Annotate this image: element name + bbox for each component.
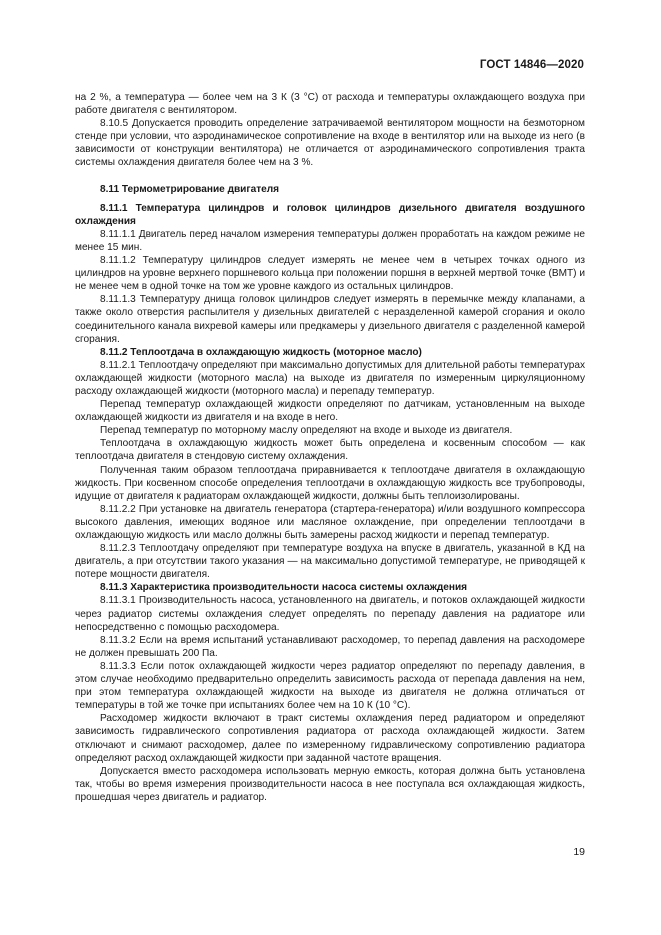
paragraph: 8.11.1.1 Двигатель перед началом измерения температуры должен проработать на каждом режиме не менее 15 мин. [75,228,585,253]
standard-header: ГОСТ 14846—2020 [479,59,584,71]
paragraph: Расходомер жидкости включают в тракт системы охлаждения перед радиатором и определяют зависимость гидравлического сопротивления радиатора от расхода охлаждающей жидкости. Затем отключают и снимают расходомер, далее по измеренному гидравлическому сопротивлению радиатора определяют расход охлаждающей жидкости при заданной частоте вращения. [75,713,585,764]
paragraph: 8.11.3.2 Если на время испытаний устанавливают расходомер, то перепад давления на расходомере не должен превышать 200 Па. [75,634,585,659]
subsection-heading: 8.11.2 Теплоотдача в охлаждающую жидкость (моторное масло) [100,346,422,358]
page-number: 19 [573,846,585,858]
paragraph: 8.11.3.3 Если поток охлаждающей жидкости через радиатор определяют по перепаду давления, в этом случае необходимо предварительно определить зависимость расхода от перепада давления на нем, при этом температура охлаждающей жидкости на выходе из двигателя не должна отличаться от температуры в той же точке при испытаниях более чем на 10 К (10 °С). [75,660,585,712]
subsection-heading: 8.11.3 Характеристика производительности насоса системы охлаждения [100,582,468,594]
paragraph: 8.11.2.1 Теплоотдачу определяют при максимально допустимых для длительной работы температурах охлаждающей жидкости (моторного масла) на выходе из двигателя по измеренным циркуляционному расходу охлаждающей жидкости (моторного масла) и перепаду температур. [75,359,585,397]
paragraph: Перепад температур по моторному маслу определяют на входе и выходе из двигателя. [100,425,513,437]
document-body [75,91,585,804]
paragraph: 8.11.1.3 Температуру днища головок цилиндров следует измерять в перемычке между клапанами, а также около отверстия распылителя у дизельных двигателей с неразделенной камерой сгорания и около соединительного канала вихревой камеры или предкамеры у дизельного двигателя с разделенной камерой сгорания. [75,294,585,345]
paragraph: 8.11.3.1 Производительность насоса, установленного на двигатель, и потоков охлаждающей жидкости через радиатор системы охлаждения следует определять по перепаду давления на радиаторе или непосредственно с помощью расходомера. [75,595,585,633]
section-heading: 8.11 Термометрирование двигателя [100,183,280,195]
paragraph: 8.11.2.2 При установке на двигатель генератора (стартера-генератора) и/или воздушного компрессора высокого давления, имеющих водяное или масляное охлаждение, при определении теплоотдачи в охлаждающую жидкость или масло должны быть замерены расход жидкости и перепад температур. [75,503,585,541]
paragraph: Полученная таким образом теплоотдача приравнивается к теплоотдаче двигателя в охлаждающую жидкость. При косвенном способе определения теплоотдачи в охлаждающую жидкость все трубопроводы, идущие от двигателя к радиаторам охлаждающей жидкости, должны быть теплоизолированы. [75,464,585,502]
subsection-heading: 8.11.1 Температура цилиндров и головок цилиндров дизельного двигателя воздушного охлаждения [75,202,585,227]
paragraph: Допускается вместо расходомера использовать мерную емкость, которая должна быть установлена так, чтобы во время измерения производительности насоса в нее поступала вся охлаждающая жидкость, прошедшая через двигатель и радиатор. [75,765,585,803]
paragraph: 8.10.5 Допускается проводить определение затрачиваемой вентилятором мощности на безмоторном стенде при условии, что аэродинамическое сопротивление на входе в вентилятор или на выходе из него (в зависимости от конструкции вентилятора) не отличается от аэродинамического сопротивления тракта системы охлаждения двигателя более чем на 3 %. [75,118,585,169]
paragraph: Теплоотдача в охлаждающую жидкость может быть определена и косвенным способом — как теплоотдача двигателя в стендовую систему охлаждения. [75,438,585,463]
paragraph: 8.11.2.3 Теплоотдачу определяют при температуре воздуха на впуске в двигатель, указанной в КД на двигатель, а при отсутствии такого указания — на максимально допустимой температуре, не приводящей к потере мощности двигателя. [75,543,585,581]
paragraph: на 2 %, а температура — более чем на 3 К (3 °С) от расхода и температуры охлаждающего воздуха при работе двигателя с вентилятором. [75,92,585,117]
paragraph: 8.11.1.2 Температуру цилиндров следует измерять не менее чем в четырех точках одного из цилиндров на уровне верхнего поршневого кольца при положении поршня в верхней мертвой точке (ВМТ) и не менее чем в одной точке на том же уровне каждого из остальных цилиндров. [75,255,585,293]
paragraph: Перепад температур охлаждающей жидкости определяют по датчикам, установленным на выходе охлаждающей жидкости из двигателя и на входе в него. [75,399,585,424]
